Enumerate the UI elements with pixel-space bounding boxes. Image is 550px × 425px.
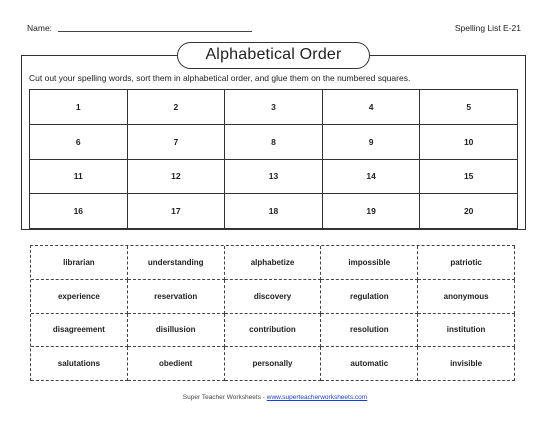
numbered-square[interactable]: 20 <box>420 194 518 229</box>
name-field-line[interactable] <box>58 31 252 32</box>
word-card[interactable]: disagreement <box>31 314 128 348</box>
numbered-square[interactable]: 5 <box>420 90 518 125</box>
page-title: Alphabetical Order <box>177 42 370 69</box>
numbered-square[interactable]: 4 <box>323 90 421 125</box>
footer-link[interactable]: www.superteacherworksheets.com <box>266 394 368 401</box>
numbered-square[interactable]: 16 <box>30 194 128 229</box>
numbered-square[interactable]: 17 <box>128 194 226 229</box>
word-card[interactable]: salutations <box>31 347 128 381</box>
word-card[interactable]: regulation <box>321 280 418 314</box>
word-card[interactable]: anonymous <box>418 280 515 314</box>
numbered-square[interactable]: 3 <box>225 90 323 125</box>
numbered-square[interactable]: 19 <box>323 194 421 229</box>
word-card[interactable]: disillusion <box>128 314 225 348</box>
word-card[interactable]: invisible <box>418 347 515 381</box>
word-card[interactable]: experience <box>31 280 128 314</box>
word-card[interactable]: discovery <box>225 280 322 314</box>
footer <box>0 394 550 401</box>
spelling-list-label: Spelling List E-21 <box>454 23 521 33</box>
word-card[interactable]: institution <box>418 314 515 348</box>
numbered-square[interactable]: 15 <box>420 160 518 195</box>
word-card[interactable]: automatic <box>321 347 418 381</box>
word-card[interactable]: reservation <box>128 280 225 314</box>
word-cards-grid <box>30 245 515 381</box>
word-card[interactable]: librarian <box>31 246 128 280</box>
name-label: Name: <box>27 23 53 33</box>
numbered-squares-grid <box>29 89 518 229</box>
instructions: Cut out your spelling words, sort them in alphabetical order, and glue them on the numbered squares. <box>29 73 411 83</box>
numbered-square[interactable]: 2 <box>128 90 226 125</box>
word-card[interactable]: obedient <box>128 347 225 381</box>
word-card[interactable]: alphabetize <box>225 246 322 280</box>
numbered-square[interactable]: 1 <box>30 90 128 125</box>
numbered-square[interactable]: 9 <box>323 125 421 160</box>
word-card[interactable]: contribution <box>225 314 322 348</box>
numbered-square[interactable]: 10 <box>420 125 518 160</box>
numbered-square[interactable]: 8 <box>225 125 323 160</box>
numbered-square[interactable]: 6 <box>30 125 128 160</box>
numbered-square[interactable]: 13 <box>225 160 323 195</box>
footer-text: Super Teacher Worksheets - <box>182 394 267 401</box>
word-card[interactable]: impossible <box>321 246 418 280</box>
word-card[interactable]: understanding <box>128 246 225 280</box>
numbered-square[interactable]: 12 <box>128 160 226 195</box>
word-card[interactable]: resolution <box>321 314 418 348</box>
word-card[interactable]: patriotic <box>418 246 515 280</box>
numbered-square[interactable]: 18 <box>225 194 323 229</box>
numbered-square[interactable]: 11 <box>30 160 128 195</box>
numbered-square[interactable]: 14 <box>323 160 421 195</box>
numbered-square[interactable]: 7 <box>128 125 226 160</box>
word-card[interactable]: personally <box>225 347 322 381</box>
